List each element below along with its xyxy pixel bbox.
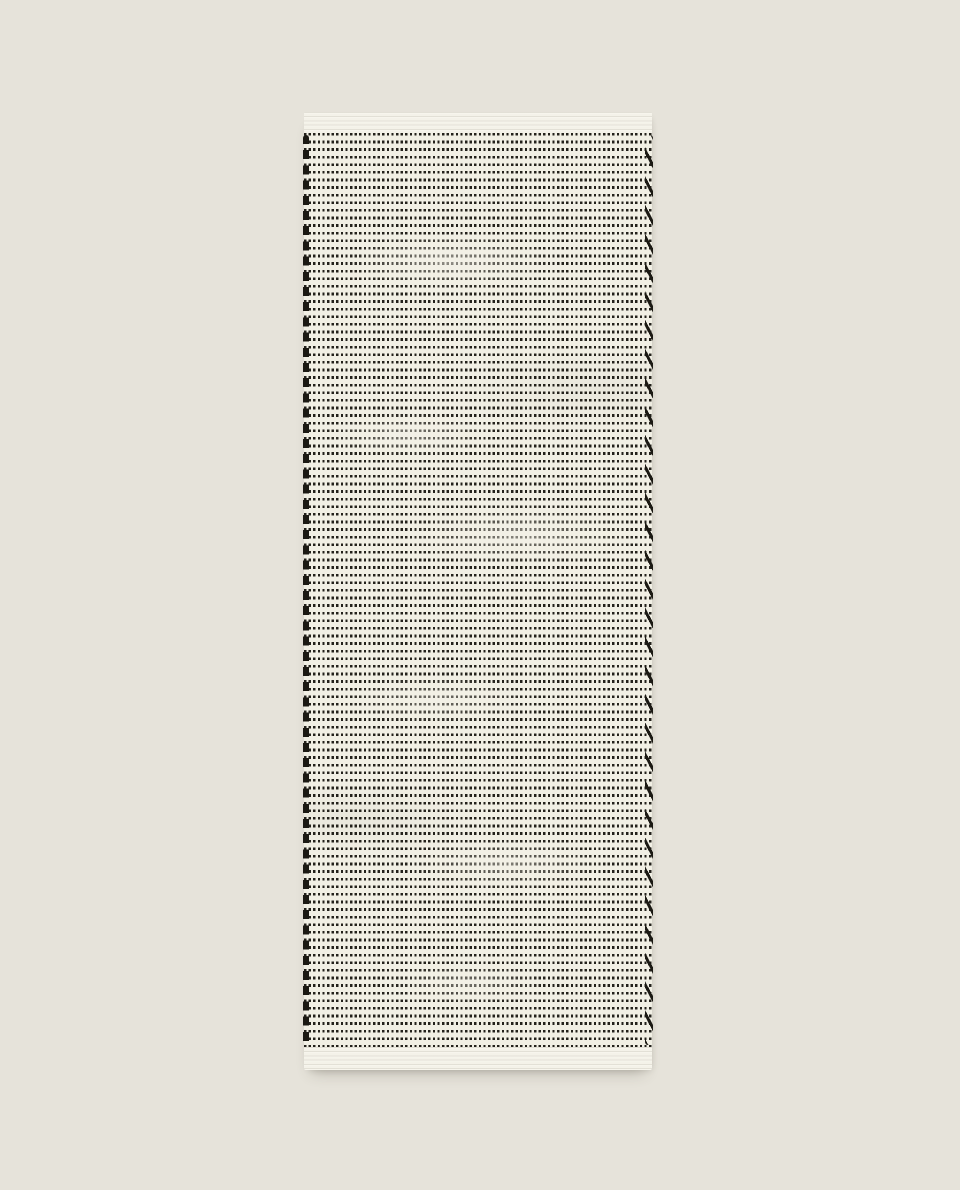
rug-runner — [304, 112, 652, 1070]
rug-woven-body — [304, 133, 652, 1047]
rug-left-selvedge-stitches — [303, 135, 309, 1045]
rug-top-hem — [304, 112, 652, 133]
weave-irregularity-overlay — [304, 133, 652, 1047]
rug-bottom-hem — [304, 1047, 652, 1070]
rug-right-selvedge-stitches — [645, 135, 653, 1045]
